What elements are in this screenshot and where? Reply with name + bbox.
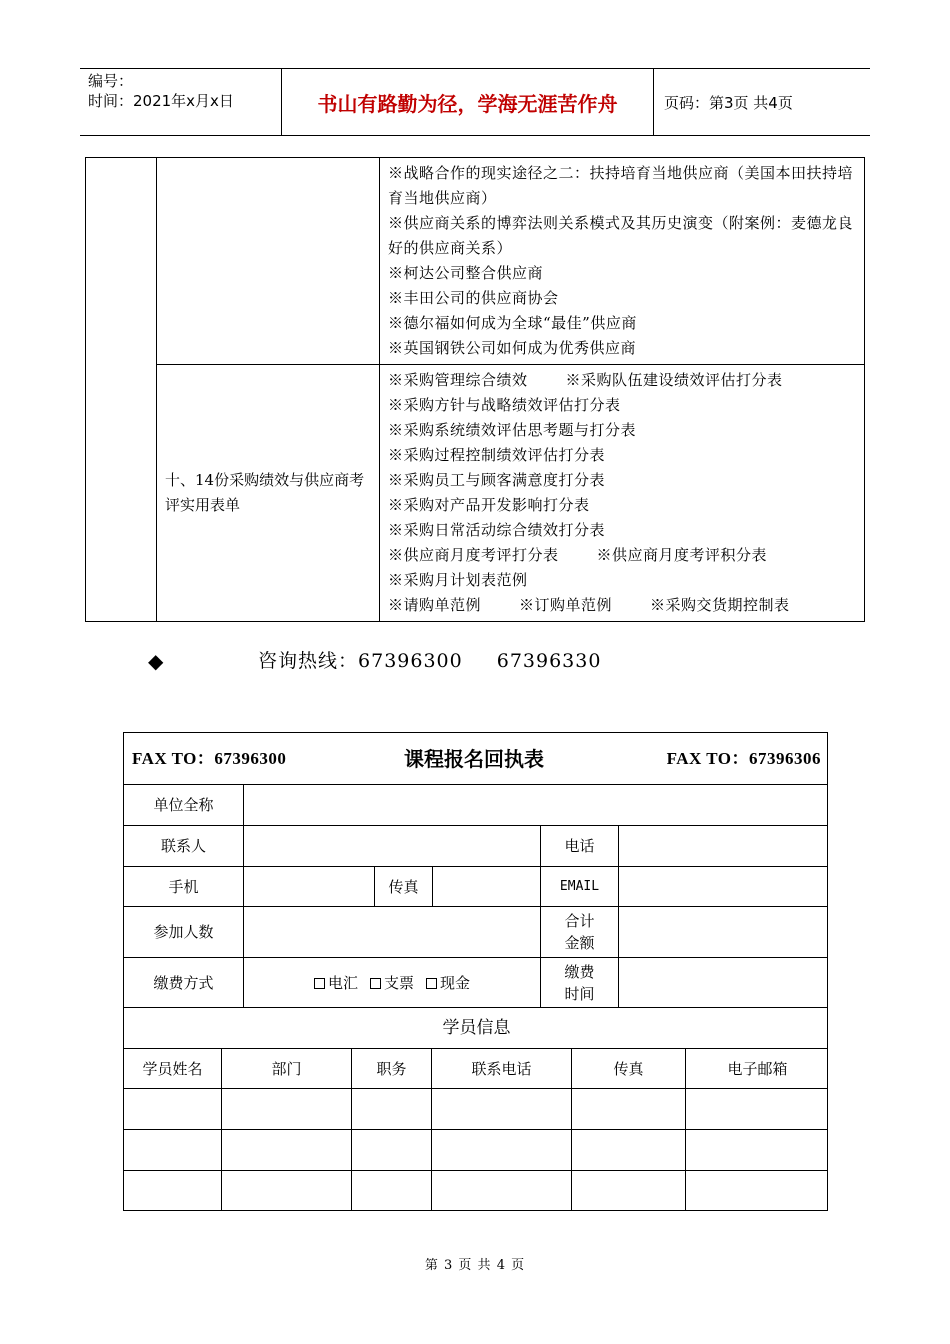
table-row [86, 365, 865, 622]
student-cell[interactable] [221, 1130, 351, 1170]
student-cell[interactable] [351, 1089, 431, 1129]
list-item: ※采购管理综合绩效 ※采购队伍建设绩效评估打分表 [388, 371, 783, 389]
list-item: ※英国钢铁公司如何成为优秀供应商 [388, 339, 637, 357]
payment-option-wire[interactable]: 电汇 [314, 972, 358, 994]
section-items-cell [380, 158, 865, 365]
list-item: ※采购系统绩效评估思考题与打分表 [388, 421, 637, 439]
form-row [124, 785, 827, 826]
phone-label: 电话 [540, 826, 618, 866]
mobile-field[interactable] [243, 867, 374, 906]
phone-field[interactable] [618, 826, 829, 866]
student-cell[interactable] [124, 1130, 221, 1170]
company-field[interactable] [243, 785, 829, 825]
email-field[interactable] [618, 867, 829, 906]
header-page-number: 页码：第3页 共4页 [664, 93, 793, 112]
col-email: 电子邮箱 [685, 1049, 829, 1088]
checkbox-icon[interactable] [426, 978, 437, 989]
header-meta [80, 69, 282, 135]
form-row [124, 826, 827, 867]
payment-option-check[interactable]: 支票 [370, 972, 414, 994]
fax-to-left: FAX TO：67396300 [132, 748, 287, 768]
checkbox-icon[interactable] [314, 978, 325, 989]
form-row [124, 1008, 827, 1049]
student-cell[interactable] [431, 1171, 571, 1210]
student-cell[interactable] [571, 1089, 685, 1129]
form-row [124, 958, 827, 1008]
contact-field[interactable] [243, 826, 540, 866]
hotline-label: 咨询热线： [258, 650, 359, 672]
list-item: ※采购对产品开发影响打分表 [388, 496, 590, 514]
contact-label: 联系人 [160, 837, 206, 855]
student-cell[interactable] [685, 1171, 829, 1210]
list-item: ※柯达公司整合供应商 [388, 264, 544, 282]
col-fax: 传真 [571, 1049, 685, 1088]
section-title-cell: 十、14份采购绩效与供应商考评实用表单 [157, 365, 380, 622]
form-title: 课程报名回执表 [404, 746, 544, 771]
list-item: ※采购过程控制绩效评估打分表 [388, 446, 606, 464]
payment-time-label: 缴费时间 [540, 958, 618, 1007]
checkbox-icon[interactable] [370, 978, 381, 989]
form-row [124, 907, 827, 958]
list-item: ※丰田公司的供应商协会 [388, 289, 559, 307]
page-footer: 第 3 页 共 4 页 [424, 1258, 526, 1273]
student-cell[interactable] [571, 1171, 685, 1210]
list-item: ※德尔福如何成为全球“最佳”供应商 [388, 314, 637, 332]
diamond-bullet-icon: ◆ [148, 649, 164, 673]
list-item: ※供应商关系的博弈法则关系模式及其历史演变（附案例：麦德龙良好的供应商关系） [388, 214, 854, 257]
document-number-label: 编号： [88, 72, 134, 90]
list-item: ※采购日常活动综合绩效打分表 [388, 521, 606, 539]
col-department: 部门 [221, 1049, 351, 1088]
registration-form [123, 732, 828, 1211]
list-item: ※采购员工与顾客满意度打分表 [388, 471, 606, 489]
section-title-cell [157, 158, 380, 365]
student-cell[interactable] [685, 1089, 829, 1129]
payment-options [243, 958, 540, 1007]
list-item: ※供应商月度考评打分表 ※供应商月度考评积分表 [388, 546, 768, 564]
course-outline-table [85, 157, 865, 622]
header-slogan: 书山有路勤为径，学海无涯苦作舟 [282, 69, 654, 135]
document-date-label: 时间：2021年x月x日 [88, 92, 234, 110]
student-cell[interactable] [431, 1089, 571, 1129]
total-amount-label: 合计金额 [540, 907, 618, 957]
form-title-row [124, 733, 827, 785]
section-items-cell [380, 365, 865, 622]
table-row [124, 1130, 827, 1171]
student-cell[interactable] [351, 1171, 431, 1210]
student-info-title: 学员信息 [442, 1018, 511, 1038]
col-student-name: 学员姓名 [142, 1059, 203, 1078]
form-row [124, 867, 827, 907]
student-cell[interactable] [124, 1171, 221, 1210]
student-cell[interactable] [685, 1130, 829, 1170]
student-cell[interactable] [221, 1089, 351, 1129]
col-contact-phone: 联系电话 [431, 1049, 571, 1088]
page-header [80, 68, 870, 136]
attendees-field[interactable] [243, 907, 540, 957]
student-table-header [124, 1049, 827, 1089]
fax-field[interactable] [432, 867, 540, 906]
student-cell[interactable] [351, 1130, 431, 1170]
fax-label: 传真 [374, 867, 432, 906]
student-cell[interactable] [571, 1130, 685, 1170]
list-item: ※战略合作的现实途径之二：扶持培育当地供应商（美国本田扶持培育当地供应商） [388, 164, 854, 207]
list-item: ※请购单范例 ※订购单范例 ※采购交货期控制表 [388, 596, 790, 614]
attendees-label: 参加人数 [153, 923, 214, 941]
payment-option-cash[interactable]: 现金 [426, 972, 470, 994]
student-cell[interactable] [221, 1171, 351, 1210]
company-label: 单位全称 [153, 796, 214, 814]
hotline-phone-2: 67396330 [496, 650, 602, 672]
payment-time-field[interactable] [618, 958, 829, 1007]
hotline-phone-1: 67396300 [358, 650, 463, 672]
table-row [86, 158, 865, 365]
fax-to-right: FAX TO：67396306 [666, 748, 821, 768]
module-cell [86, 158, 157, 622]
list-item: ※采购月计划表范例 [388, 571, 528, 589]
col-position: 职务 [351, 1049, 431, 1088]
student-cell[interactable] [431, 1130, 571, 1170]
list-item: ※采购方针与战略绩效评估打分表 [388, 396, 621, 414]
table-row [124, 1171, 827, 1210]
mobile-label: 手机 [168, 877, 199, 896]
student-cell[interactable] [124, 1089, 221, 1129]
table-row [124, 1089, 827, 1130]
email-label: EMAIL [540, 867, 618, 906]
total-amount-field[interactable] [618, 907, 829, 957]
payment-method-label: 缴费方式 [153, 973, 214, 992]
